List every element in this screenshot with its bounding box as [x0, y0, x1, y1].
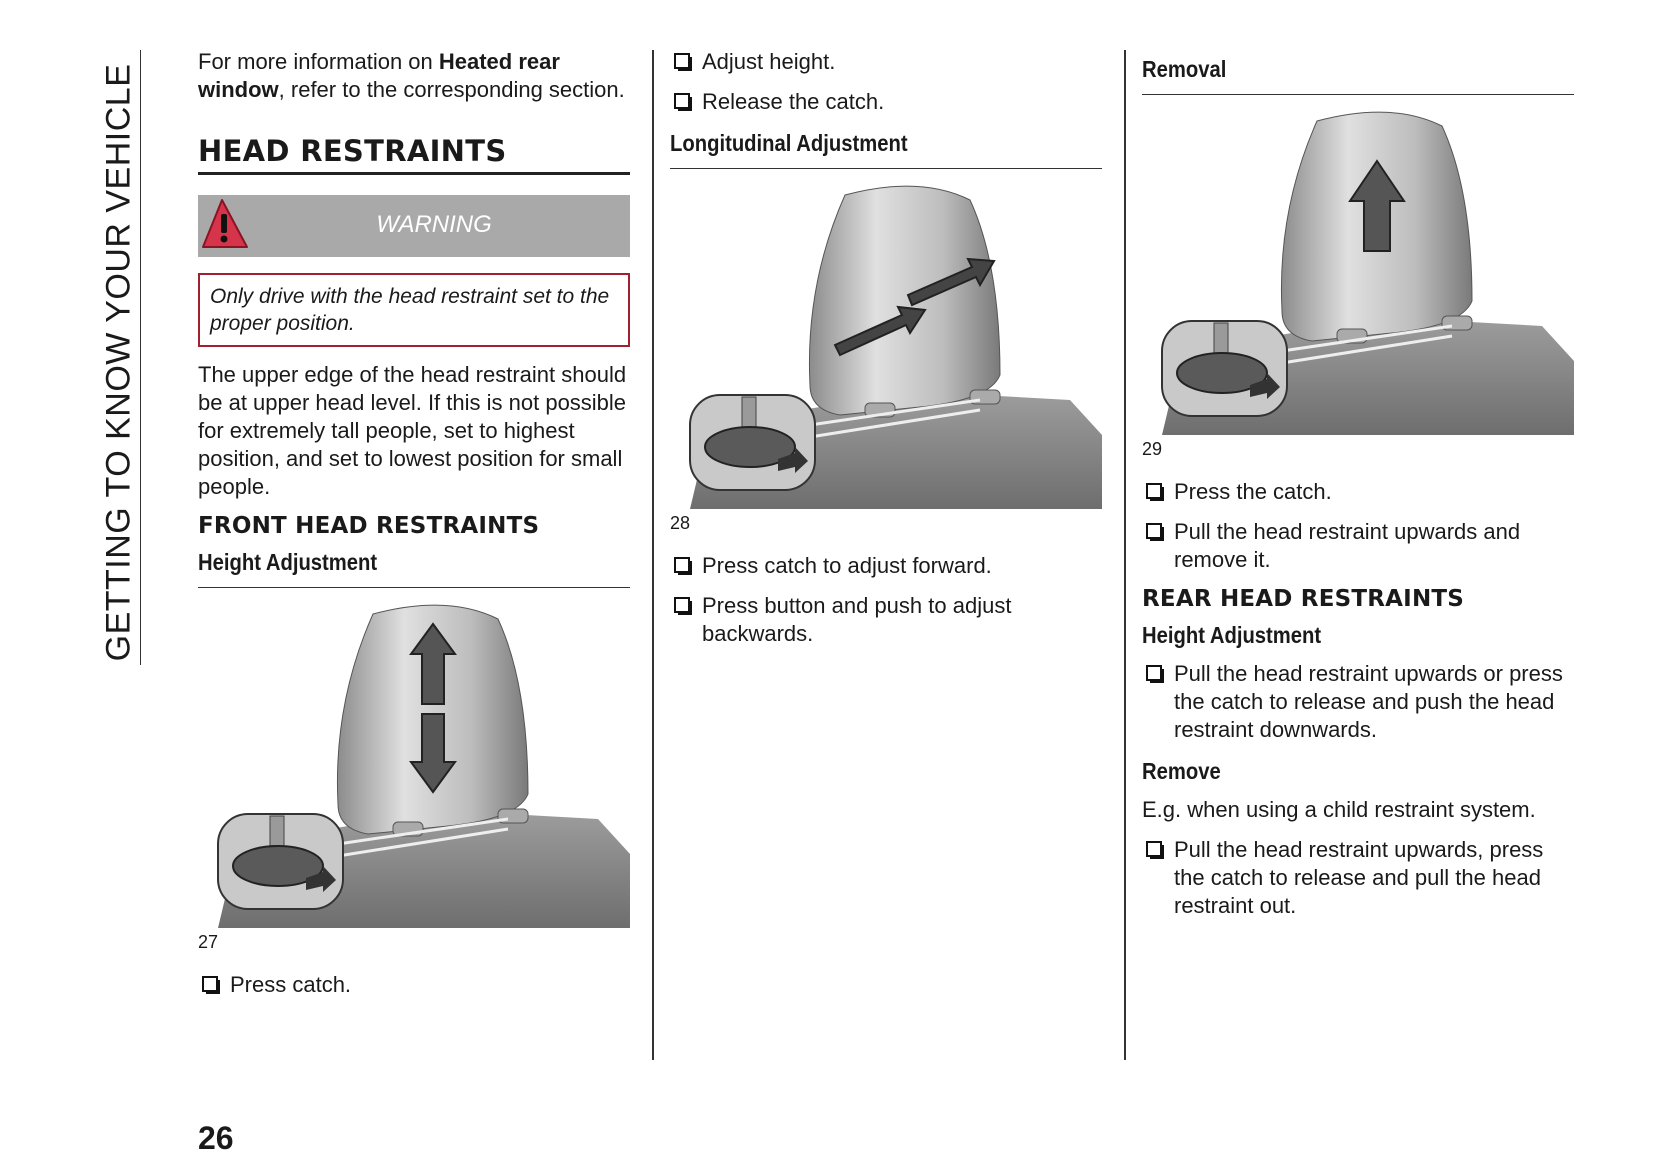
- checkbox-bullet-icon: [1146, 841, 1166, 861]
- figure-29: [1142, 101, 1574, 435]
- remove-label: Remove: [1142, 758, 1221, 784]
- bullet-text: Press button and push to adjust backwards.: [702, 593, 1012, 646]
- bullet-item: [1142, 660, 1574, 744]
- bullet-text: Pull the head restraint upwards or press the catch to release and push the head restraint downwards.: [1174, 661, 1563, 742]
- side-rule: [140, 50, 141, 665]
- head-restraint-height-illustration: [198, 594, 630, 928]
- removal-label: Removal: [1142, 56, 1227, 82]
- figure-number-28: 28: [670, 513, 691, 533]
- page-number: 26: [198, 1120, 234, 1156]
- bullet-item: [1142, 518, 1574, 574]
- checkbox-bullet-icon: [1146, 665, 1166, 685]
- column-2: [670, 48, 1102, 660]
- section-heading: HEAD RESTRAINTS: [198, 134, 630, 175]
- bullet-text: Press catch.: [230, 972, 352, 997]
- figure-number-29: 29: [1142, 439, 1163, 459]
- bullet-item: [670, 88, 1102, 116]
- checkbox-bullet-icon: [674, 597, 694, 617]
- checkbox-bullet-icon: [1146, 483, 1166, 503]
- figure-rule: [670, 168, 1102, 169]
- bullet-item: [1142, 478, 1574, 506]
- body-paragraph: The upper edge of the head restraint should be at upper head level. If this is not possible for extremely tall people, set to highest position, and set to lowest position for small people.: [198, 362, 627, 499]
- bullet-item: [670, 552, 1102, 580]
- bullet-text: Adjust height.: [702, 49, 836, 74]
- rear-height-adjustment-label: Height Adjustment: [1142, 622, 1322, 648]
- bullet-item: [1142, 836, 1574, 920]
- bullet-item: [670, 592, 1102, 648]
- figure-rule: [198, 587, 630, 588]
- checkbox-bullet-icon: [1146, 523, 1166, 543]
- figure-28: [670, 175, 1102, 509]
- figure-27: [198, 594, 630, 928]
- front-head-restraints-heading: FRONT HEAD RESTRAINTS: [198, 513, 540, 539]
- bullet-item: [670, 48, 1102, 76]
- column-3: [1142, 48, 1574, 932]
- intro-paragraph: [198, 48, 630, 104]
- warning-label: WARNING: [376, 211, 492, 238]
- head-restraint-removal-illustration: [1142, 101, 1574, 435]
- column-1: [198, 48, 630, 1011]
- figure-rule: [1142, 94, 1574, 95]
- checkbox-bullet-icon: [674, 93, 694, 113]
- checkbox-bullet-icon: [674, 557, 694, 577]
- figure-number-27: 27: [198, 932, 219, 952]
- column-divider-1: [652, 50, 654, 1060]
- bullet-item: [198, 971, 630, 999]
- checkbox-bullet-icon: [202, 976, 222, 996]
- head-restraint-longitudinal-illustration: [670, 175, 1102, 509]
- side-section-title-text: GETTING TO KNOW YOUR VEHICLE: [99, 63, 138, 662]
- bullet-text: Pull the head restraint upwards and remove it.: [1174, 519, 1521, 572]
- rear-head-restraints-heading: REAR HEAD RESTRAINTS: [1142, 586, 1465, 612]
- intro-prefix: For more information on: [198, 49, 439, 74]
- intro-bold-link: Heated rear window: [198, 49, 560, 102]
- side-section-title: [98, 50, 140, 675]
- longitudinal-adjustment-label: Longitudinal Adjustment: [670, 130, 908, 156]
- bullet-text: Press catch to adjust forward.: [702, 553, 992, 578]
- intro-suffix: , refer to the corresponding section.: [278, 77, 625, 102]
- bullet-text: Press the catch.: [1174, 479, 1332, 504]
- bullet-text: Pull the head restraint upwards, press the catch to release and pull the head restraint out.: [1174, 837, 1544, 918]
- warning-note: Only drive with the head restraint set to the proper position.: [198, 273, 630, 347]
- checkbox-bullet-icon: [674, 53, 694, 73]
- bullet-text: Release the catch.: [702, 89, 885, 114]
- remove-text: E.g. when using a child restraint system.: [1142, 797, 1536, 822]
- height-adjustment-label: Height Adjustment: [198, 549, 378, 575]
- warning-bar: [198, 195, 630, 257]
- column-divider-2: [1124, 50, 1126, 1060]
